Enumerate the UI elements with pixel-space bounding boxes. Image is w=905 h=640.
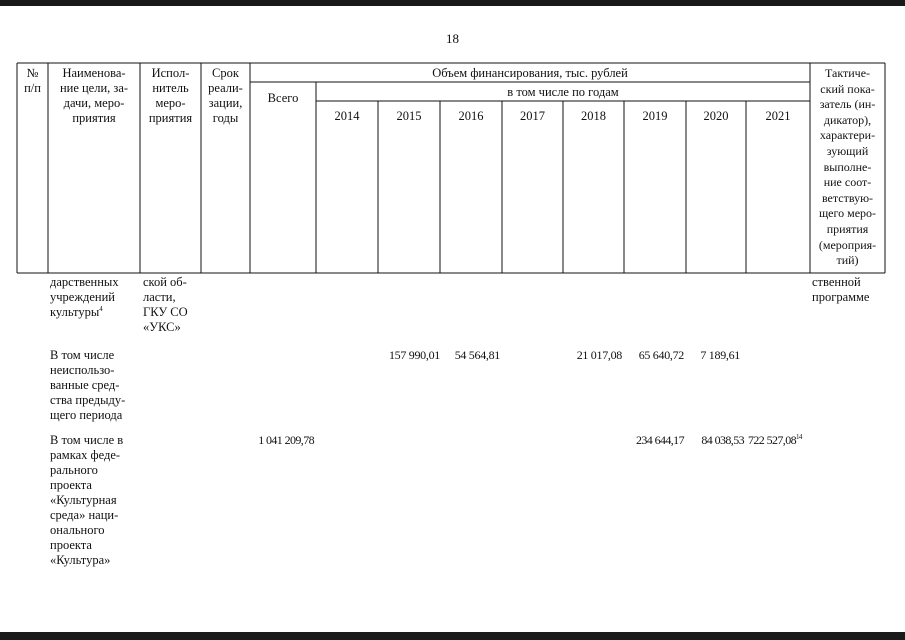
- header-total: Всего: [267, 91, 299, 105]
- federal-project-2020: 84 038,53: [701, 433, 744, 447]
- header-year-2021: 2021: [765, 109, 791, 123]
- federal-project-row-name: В том числе в рамках феде- рального проекта «Культурная среда» наци- онального проекта «Культура»: [50, 433, 124, 567]
- header-year-2014: 2014: [334, 109, 360, 123]
- unused-funds-2019: 65 640,72: [638, 348, 684, 362]
- continuation-row-name: дарственных учреждений культуры$^4$: [50, 275, 119, 319]
- header-year-2017: 2017: [520, 109, 545, 123]
- header-col-name: Наименова- ние цели, за- дачи, меро- приятия: [59, 66, 129, 125]
- header-year-2015: 2015: [396, 109, 422, 123]
- header-col-term: Срок реали- зации, годы: [208, 66, 243, 125]
- continuation-row-executor: ской об- ласти, ГКУ СО «УКС»: [143, 275, 188, 334]
- header-col-number: № п/п: [24, 66, 41, 95]
- bottom-border: [0, 632, 905, 640]
- header-year-2019: 2019: [642, 109, 668, 123]
- page-number: 18: [446, 31, 459, 46]
- unused-funds-2016: 54 564,81: [454, 348, 500, 362]
- unused-funds-2018: 21 017,08: [576, 348, 622, 362]
- unused-funds-row-name: В том числе неиспользо- ванные сред- ства предыду- щего периода: [50, 348, 126, 422]
- header-year-2016: 2016: [458, 109, 484, 123]
- federal-project-2019: 234 644,17: [635, 433, 684, 447]
- footnote-marker: 14: [796, 433, 802, 441]
- header-year-2018: 2018: [581, 109, 606, 123]
- federal-project-2021: 722 527,08$^{14}$: [748, 433, 802, 447]
- unused-funds-2020: 7 189,61: [700, 348, 740, 362]
- header-col-executor: Испол- нитель меро- приятия: [148, 66, 193, 125]
- header-indicator: Тактиче- ский пока- затель (ин- дикатор), характери- зующий выполне- ние соот- ветствую- щего меро- приятия (мероприя- тий): [818, 66, 877, 268]
- continuation-row-indicator: ственной программе: [812, 275, 870, 304]
- header-funding-title: Объем финансирования, тыс. рублей: [432, 66, 628, 80]
- federal-project-total: 1 041 209,78: [258, 433, 314, 447]
- header-year-2020: 2020: [703, 109, 729, 123]
- footnote-marker: 4: [99, 304, 103, 313]
- header-by-years: в том числе по годам: [507, 85, 619, 99]
- unused-funds-2015: 157 990,01: [388, 348, 440, 362]
- top-border: [0, 0, 905, 6]
